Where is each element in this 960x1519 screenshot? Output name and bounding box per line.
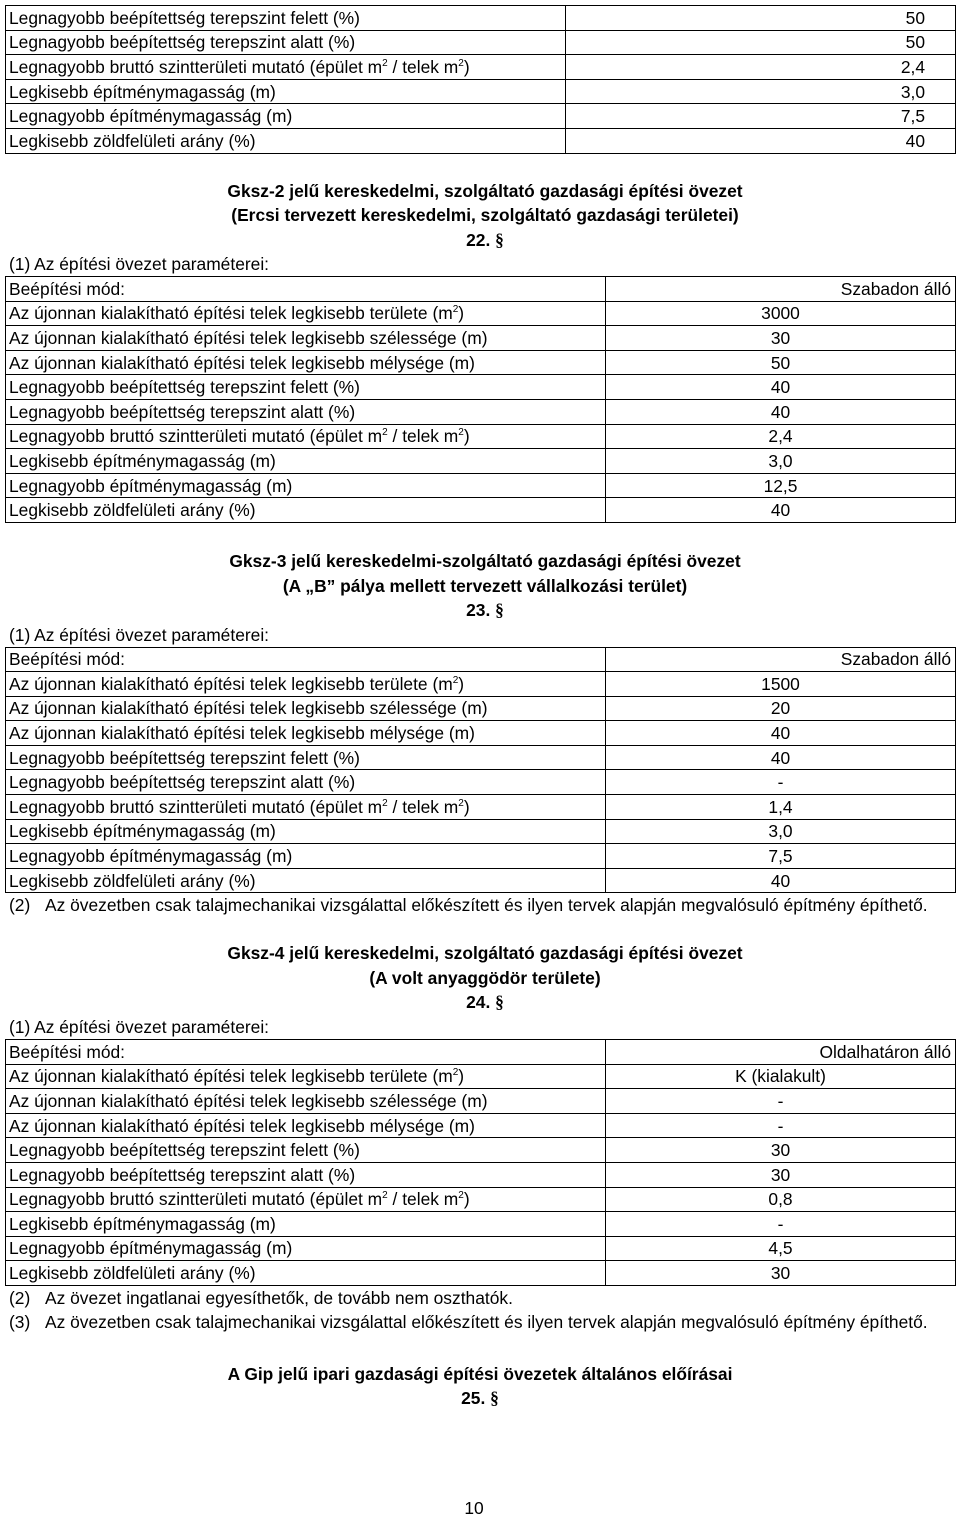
parameter-label xyxy=(6,498,606,523)
zone-title-line1: Gksz-3 jelű kereskedelmi-szolgáltató gazdasági építési övezet xyxy=(229,551,741,571)
zone-title-line2: (A „B” pálya mellett tervezett vállalkozási terület) xyxy=(282,575,688,596)
parameter-label-text: Legkisebb építménymagasság (m) xyxy=(9,451,276,472)
parameter-value: 40 xyxy=(606,721,956,746)
parameter-label xyxy=(6,55,566,80)
parameter-label xyxy=(6,1187,606,1212)
table-row xyxy=(6,1187,956,1212)
parameter-label xyxy=(6,1236,606,1261)
parameter-label-text: Legnagyobb beépítettség terepszint felett (%) xyxy=(9,1140,360,1161)
parameters-table-gksz4 xyxy=(5,1039,956,1286)
parameter-value: - xyxy=(606,1212,956,1237)
parameter-label xyxy=(6,128,566,153)
parameter-label xyxy=(6,375,606,400)
note-text: Az övezet ingatlanai egyesíthetők, de tovább nem oszthatók. xyxy=(45,1287,513,1308)
parameter-label xyxy=(6,6,566,31)
parameter-value: 50 xyxy=(606,350,956,375)
note-number: (3) xyxy=(9,1311,31,1332)
parameter-label xyxy=(6,1138,606,1163)
parameter-value: 30 xyxy=(606,1162,956,1187)
parameter-label-text: Legnagyobb beépítettség terepszint alatt (%) xyxy=(9,1164,356,1185)
superscript: 2 xyxy=(382,427,388,439)
parameter-label-text: Legnagyobb bruttó szintterületi mutató (épület m xyxy=(9,426,383,447)
parameter-label xyxy=(6,1089,606,1114)
parameter-label xyxy=(6,277,606,302)
parameter-label-text: Legnagyobb beépítettség terepszint felett (%) xyxy=(9,7,360,28)
parameter-label xyxy=(6,449,606,474)
paragraph-number xyxy=(0,1386,960,1411)
parameter-value: - xyxy=(606,1113,956,1138)
table-row xyxy=(6,1039,956,1064)
zone-title-gip xyxy=(0,1362,960,1411)
parameter-label-text: ) xyxy=(463,426,470,447)
parameter-label xyxy=(6,795,606,820)
parameter-label-text: ) xyxy=(463,1189,470,1210)
table-row xyxy=(6,721,956,746)
parameter-label xyxy=(6,424,606,449)
parameter-value: 7,5 xyxy=(606,844,956,869)
parameter-label xyxy=(6,696,606,721)
superscript: 2 xyxy=(458,427,464,439)
table-row xyxy=(6,350,956,375)
parameter-label xyxy=(6,672,606,697)
parameter-label-text: Legkisebb építménymagasság (m) xyxy=(9,81,276,102)
parameter-value: 50 xyxy=(566,30,956,55)
parameter-label-text: ) xyxy=(458,673,465,694)
parameter-value: Szabadon álló xyxy=(606,277,956,302)
parameter-value: 40 xyxy=(606,745,956,770)
note-paragraph xyxy=(0,1310,939,1334)
parameter-value: 20 xyxy=(606,696,956,721)
parameter-label xyxy=(6,868,606,893)
section-sign: § xyxy=(495,992,504,1013)
note-paragraph xyxy=(0,893,939,917)
table-row xyxy=(6,277,956,302)
parameter-label-text: Legnagyobb építménymagasság (m) xyxy=(9,846,293,867)
parameter-value: K (kialakult) xyxy=(606,1064,956,1089)
superscript: 2 xyxy=(452,674,459,686)
parameter-label-text: Az újonnan kialakítható építési telek legkisebb szélessége (m) xyxy=(9,698,488,719)
table-row xyxy=(6,400,956,425)
parameter-label-text: / telek m xyxy=(387,1189,459,1210)
superscript: 2 xyxy=(382,797,388,809)
parameter-value: 40 xyxy=(606,375,956,400)
parameter-label-text: Legkisebb zöldfelületi arány (%) xyxy=(9,1263,256,1284)
table-row xyxy=(6,79,956,104)
table-row xyxy=(6,1138,956,1163)
parameter-label-text: Az újonnan kialakítható építési telek legkisebb szélessége (m) xyxy=(9,328,488,349)
section-sign: § xyxy=(495,229,504,250)
table-row xyxy=(6,795,956,820)
zone-title-gksz2 xyxy=(10,179,960,253)
paragraph-number xyxy=(10,990,960,1015)
parameter-label-text: / telek m xyxy=(387,56,459,77)
table-row xyxy=(6,326,956,351)
table-row xyxy=(6,30,956,55)
parameter-label-text: Az újonnan kialakítható építési telek legkisebb területe (m xyxy=(9,1066,453,1087)
parameter-label-text: / telek m xyxy=(387,796,459,817)
parameter-value: 30 xyxy=(606,326,956,351)
table-row xyxy=(6,424,956,449)
table-row xyxy=(6,696,956,721)
paragraph-number-text: 25. xyxy=(461,1388,486,1409)
table-row xyxy=(6,868,956,893)
parameter-label-text: Beépítési mód: xyxy=(9,278,126,299)
parameter-label-text: Legkisebb zöldfelületi arány (%) xyxy=(9,130,256,151)
zone-title-gksz3 xyxy=(10,549,960,623)
parameter-label xyxy=(6,1113,606,1138)
superscript: 2 xyxy=(452,1067,459,1079)
parameter-label-text: Legnagyobb beépítettség terepszint felett (%) xyxy=(9,747,360,768)
parameter-label xyxy=(6,844,606,869)
table-row xyxy=(6,647,956,672)
table-row xyxy=(6,1113,956,1138)
superscript: 2 xyxy=(458,797,464,809)
parameters-intro: (1) Az építési övezet paraméterei: xyxy=(9,254,270,275)
paragraph-number xyxy=(10,228,960,253)
parameter-label xyxy=(6,79,566,104)
table-row xyxy=(6,1236,956,1261)
paragraph-number-text: 22. xyxy=(466,229,491,250)
parameter-label-text: Legkisebb zöldfelületi arány (%) xyxy=(9,870,256,891)
zone-title-line1: Gksz-4 jelű kereskedelmi, szolgáltató gazdasági építési övezet xyxy=(227,943,743,964)
parameters-table-continued xyxy=(5,5,956,154)
parameter-label-text: ) xyxy=(458,303,465,324)
parameter-label-text: Legnagyobb bruttó szintterületi mutató (épület m xyxy=(9,1189,383,1210)
parameter-label-text: Legnagyobb építménymagasság (m) xyxy=(9,1238,293,1259)
parameter-label-text: Legnagyobb bruttó szintterületi mutató (épület m xyxy=(9,796,383,817)
table-row xyxy=(6,1212,956,1237)
parameter-label xyxy=(6,30,566,55)
note-text: Az övezetben csak talajmechanikai vizsgálattal előkészített és ilyen tervek alapján megvalósuló építmény építhető. xyxy=(45,895,928,916)
parameter-value: 30 xyxy=(606,1261,956,1286)
parameter-label xyxy=(6,770,606,795)
parameter-label-text: Az újonnan kialakítható építési telek legkisebb mélysége (m) xyxy=(9,352,475,373)
parameter-label-text: Legnagyobb beépítettség terepszint felett (%) xyxy=(9,377,360,398)
table-row xyxy=(6,1089,956,1114)
parameter-value: 12,5 xyxy=(606,473,956,498)
parameter-label xyxy=(6,1039,606,1064)
parameter-label xyxy=(6,647,606,672)
parameter-label-text: Beépítési mód: xyxy=(9,649,126,670)
parameter-label xyxy=(6,326,606,351)
parameter-value: Oldalhatáron álló xyxy=(606,1039,956,1064)
parameter-value: 3000 xyxy=(606,301,956,326)
parameter-label-text: Legnagyobb beépítettség terepszint alatt (%) xyxy=(9,401,356,422)
parameter-label-text: Az újonnan kialakítható építési telek legkisebb területe (m xyxy=(9,303,453,324)
parameter-value: 2,4 xyxy=(606,424,956,449)
note-text: Az övezetben csak talajmechanikai vizsgálattal előkészített és ilyen tervek alapján megvalósuló építmény építhető. xyxy=(45,1311,928,1332)
table-row xyxy=(6,449,956,474)
parameter-label-text: Legnagyobb építménymagasság (m) xyxy=(9,475,293,496)
parameter-value: 3,0 xyxy=(566,79,956,104)
parameter-value: Szabadon álló xyxy=(606,647,956,672)
parameter-label-text: ) xyxy=(458,1066,465,1087)
parameter-label xyxy=(6,473,606,498)
table-row xyxy=(6,104,956,129)
parameter-label xyxy=(6,1162,606,1187)
table-row xyxy=(6,1162,956,1187)
section-sign: § xyxy=(490,1388,499,1409)
parameter-label xyxy=(6,400,606,425)
table-row xyxy=(6,819,956,844)
section-sign: § xyxy=(495,600,504,620)
superscript: 2 xyxy=(458,1190,464,1202)
note-number: (2) xyxy=(9,1287,31,1308)
superscript: 2 xyxy=(452,304,459,316)
superscript: 2 xyxy=(458,57,464,69)
parameter-value: 4,5 xyxy=(606,1236,956,1261)
table-row xyxy=(6,1064,956,1089)
zone-title-line1: Gksz-2 jelű kereskedelmi, szolgáltató gazdasági építési övezet xyxy=(227,180,743,201)
superscript: 2 xyxy=(382,1190,388,1202)
parameter-label-text: Legkisebb zöldfelületi arány (%) xyxy=(9,500,256,521)
notes-gksz3 xyxy=(0,893,960,917)
table-row xyxy=(6,498,956,523)
zone-title-gksz4 xyxy=(10,941,960,1015)
zone-title-line2: (Ercsi tervezett kereskedelmi, szolgáltató gazdasági területei) xyxy=(231,205,739,226)
parameter-label-text: ) xyxy=(463,56,470,77)
parameter-label-text: Az újonnan kialakítható építési telek legkisebb mélysége (m) xyxy=(9,723,475,744)
parameter-label xyxy=(6,819,606,844)
parameter-label-text: ) xyxy=(463,796,470,817)
parameter-label-text: Az újonnan kialakítható építési telek legkisebb mélysége (m) xyxy=(9,1115,475,1136)
parameter-label-text: Legnagyobb beépítettség terepszint alatt (%) xyxy=(9,772,356,793)
parameter-value: - xyxy=(606,770,956,795)
parameter-value: 50 xyxy=(566,6,956,31)
paragraph-number xyxy=(10,598,960,623)
parameter-value: 40 xyxy=(606,868,956,893)
parameter-value: 1,4 xyxy=(606,795,956,820)
table-row xyxy=(6,375,956,400)
parameter-label xyxy=(6,1261,606,1286)
note-paragraph xyxy=(0,1286,939,1310)
table-row xyxy=(6,844,956,869)
parameter-value: 40 xyxy=(606,400,956,425)
parameter-label-text: / telek m xyxy=(387,426,459,447)
table-row xyxy=(6,473,956,498)
parameter-value: 30 xyxy=(606,1138,956,1163)
note-number: (2) xyxy=(9,895,31,916)
superscript: 2 xyxy=(382,57,388,69)
paragraph-number-text: 24. xyxy=(466,992,491,1013)
table-row xyxy=(6,128,956,153)
parameter-value: 1500 xyxy=(606,672,956,697)
parameters-table-gksz2 xyxy=(5,276,956,523)
parameter-label xyxy=(6,721,606,746)
parameter-value: 40 xyxy=(566,128,956,153)
parameter-label-text: Az újonnan kialakítható építési telek legkisebb szélessége (m) xyxy=(9,1090,488,1111)
parameter-label-text: Legkisebb építménymagasság (m) xyxy=(9,821,276,842)
parameter-value: 0,8 xyxy=(606,1187,956,1212)
parameter-value: 40 xyxy=(606,498,956,523)
parameter-label xyxy=(6,104,566,129)
page-number: 10 xyxy=(464,1498,484,1518)
parameter-label xyxy=(6,301,606,326)
paragraph-number-text: 23. xyxy=(466,600,491,620)
parameter-label-text: Legnagyobb bruttó szintterületi mutató (épület m xyxy=(9,56,383,77)
parameters-intro: (1) Az építési övezet paraméterei: xyxy=(9,624,270,645)
parameter-value: 7,5 xyxy=(566,104,956,129)
table-row xyxy=(6,672,956,697)
parameter-value: 3,0 xyxy=(606,819,956,844)
table-row xyxy=(6,1261,956,1286)
notes-gksz4 xyxy=(0,1286,960,1334)
parameter-label-text: Legnagyobb beépítettség terepszint alatt (%) xyxy=(9,32,356,53)
parameters-intro: (1) Az építési övezet paraméterei: xyxy=(9,1016,270,1037)
parameter-label xyxy=(6,1212,606,1237)
parameter-label-text: Legkisebb építménymagasság (m) xyxy=(9,1213,276,1234)
table-row xyxy=(6,770,956,795)
parameter-label-text: Beépítési mód: xyxy=(9,1041,126,1062)
zone-title-line2: (A volt anyaggödör területe) xyxy=(369,967,601,988)
parameter-label-text: Az újonnan kialakítható építési telek legkisebb területe (m xyxy=(9,673,453,694)
zone-title-line1: A Gip jelű ipari gazdasági építési övezetek általános előírásai xyxy=(227,1363,733,1384)
parameter-value: - xyxy=(606,1089,956,1114)
parameters-table-gksz3 xyxy=(5,647,956,894)
parameter-label xyxy=(6,350,606,375)
table-row xyxy=(6,55,956,80)
table-row xyxy=(6,6,956,31)
parameter-label xyxy=(6,1064,606,1089)
table-row xyxy=(6,745,956,770)
parameter-value: 2,4 xyxy=(566,55,956,80)
table-row xyxy=(6,301,956,326)
parameter-label-text: Legnagyobb építménymagasság (m) xyxy=(9,106,293,127)
parameter-label xyxy=(6,745,606,770)
parameter-value: 3,0 xyxy=(606,449,956,474)
